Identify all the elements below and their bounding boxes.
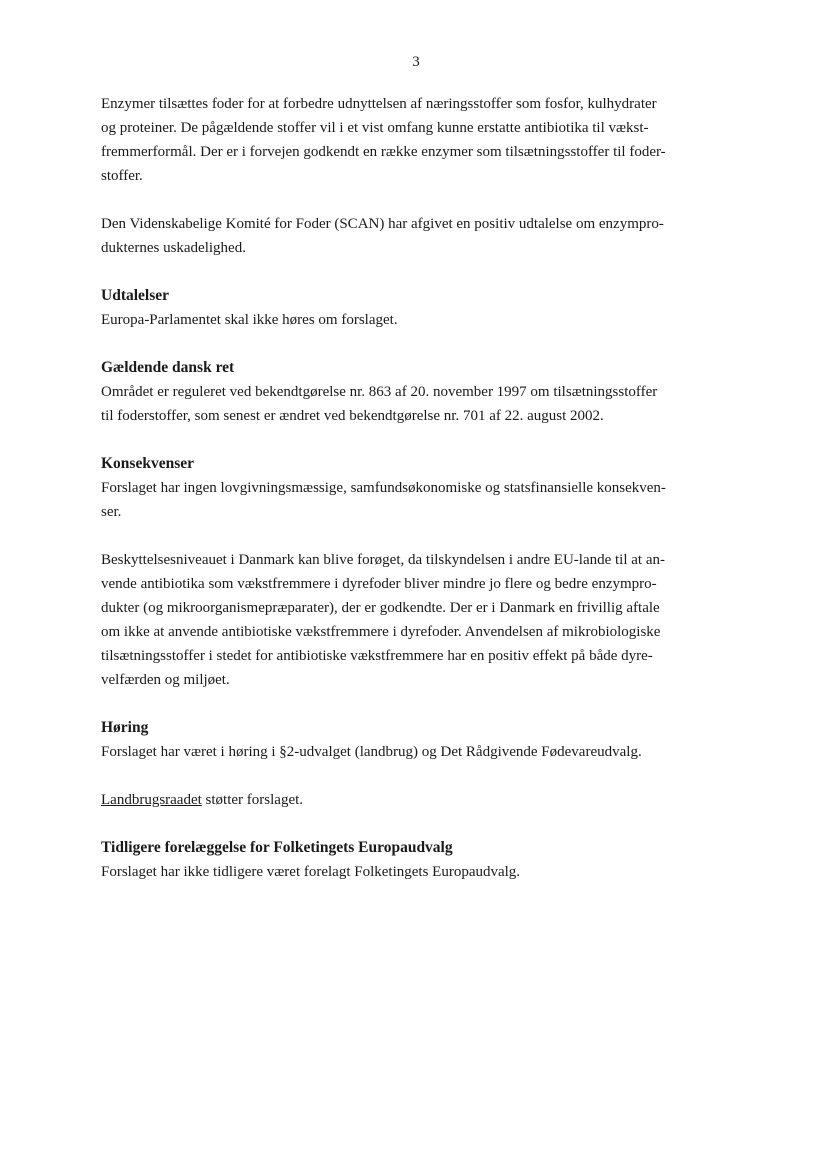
text-line: til foderstoffer, som senest er ændret ved bekendtgørelse nr. 701 af 22. august 2002.	[101, 408, 604, 424]
text-line: Forslaget har været i høring i §2-udvalget (landbrug) og Det Rådgivende Fødevareudvalg.	[101, 744, 642, 760]
paragraph-enzymer	[101, 92, 739, 188]
text-line: Forslaget har ingen lovgivningsmæssige, samfundsøkonomiske og statsfinansielle konsekven-	[101, 480, 666, 496]
section-heading: Tidligere forelæggelse for Folketingets Europaudvalg	[101, 839, 453, 856]
paragraph-landbrugsraadet	[101, 788, 739, 812]
section-tidligere-forelaeggelse	[101, 836, 739, 884]
text-line: ser.	[101, 504, 122, 520]
landbrugsraadet-link: Landbrugsraadet	[101, 792, 202, 808]
text-line	[101, 788, 739, 812]
text-line: Den Videnskabelige Komité for Foder (SCAN) har afgivet en positiv udtalelse om enzympro-	[101, 216, 664, 232]
text-line: stoffer.	[101, 168, 143, 184]
text-line: om ikke at anvende antibiotiske vækstfremmere i dyrefoder. Anvendelsen af mikrobiologiske	[101, 624, 661, 640]
section-gaeldende-dansk-ret	[101, 356, 739, 428]
section-heading: Udtalelser	[101, 287, 170, 304]
page-number: 3	[412, 54, 420, 70]
text-line: vende antibiotika som vækstfremmere i dyrefoder bliver mindre jo flere og bedre enzympro-	[101, 576, 657, 592]
text-line: og proteiner. De pågældende stoffer vil i et vist omfang kunne erstatte antibiotika til vækst-	[101, 120, 649, 136]
text-line: dukter (og mikroorganismepræparater), der er godkendte. Der er i Danmark en frivillig aftale	[101, 600, 660, 616]
section-heading: Gældende dansk ret	[101, 359, 235, 376]
text-line: Forslaget har ikke tidligere været forelagt Folketingets Europaudvalg.	[101, 864, 521, 880]
text-line: Området er reguleret ved bekendtgørelse nr. 863 af 20. november 1997 om tilsætningsstoffer	[101, 384, 658, 400]
text-line: velfærden og miljøet.	[101, 672, 230, 688]
section-heading: Konsekvenser	[101, 455, 194, 472]
text-line: Enzymer tilsættes foder for at forbedre udnyttelsen af næringsstoffer som fosfor, kulhydrater	[101, 96, 657, 112]
section-konsekvenser	[101, 452, 739, 524]
text-line: fremmerformål. Der er i forvejen godkendt en række enzymer som tilsætningsstoffer til foder-	[101, 144, 666, 160]
text-line: Beskyttelsesniveauet i Danmark kan blive forøget, da tilskyndelsen i andre EU-lande til at an-	[101, 552, 665, 568]
section-heading: Høring	[101, 719, 149, 736]
text-line: dukternes uskadelighed.	[101, 240, 246, 256]
landbrugsraadet-rest: støtter forslaget.	[201, 792, 304, 808]
section-udtalelser	[101, 284, 739, 332]
text-line: Europa-Parlamentet skal ikke høres om forslaget.	[101, 312, 398, 328]
document-body	[101, 92, 739, 884]
section-horing	[101, 716, 739, 764]
paragraph-scan	[101, 212, 739, 260]
paragraph-beskyttelse	[101, 548, 739, 692]
text-line: tilsætningsstoffer i stedet for antibiotiske vækstfremmere har en positiv effekt på både dyre-	[101, 648, 653, 664]
